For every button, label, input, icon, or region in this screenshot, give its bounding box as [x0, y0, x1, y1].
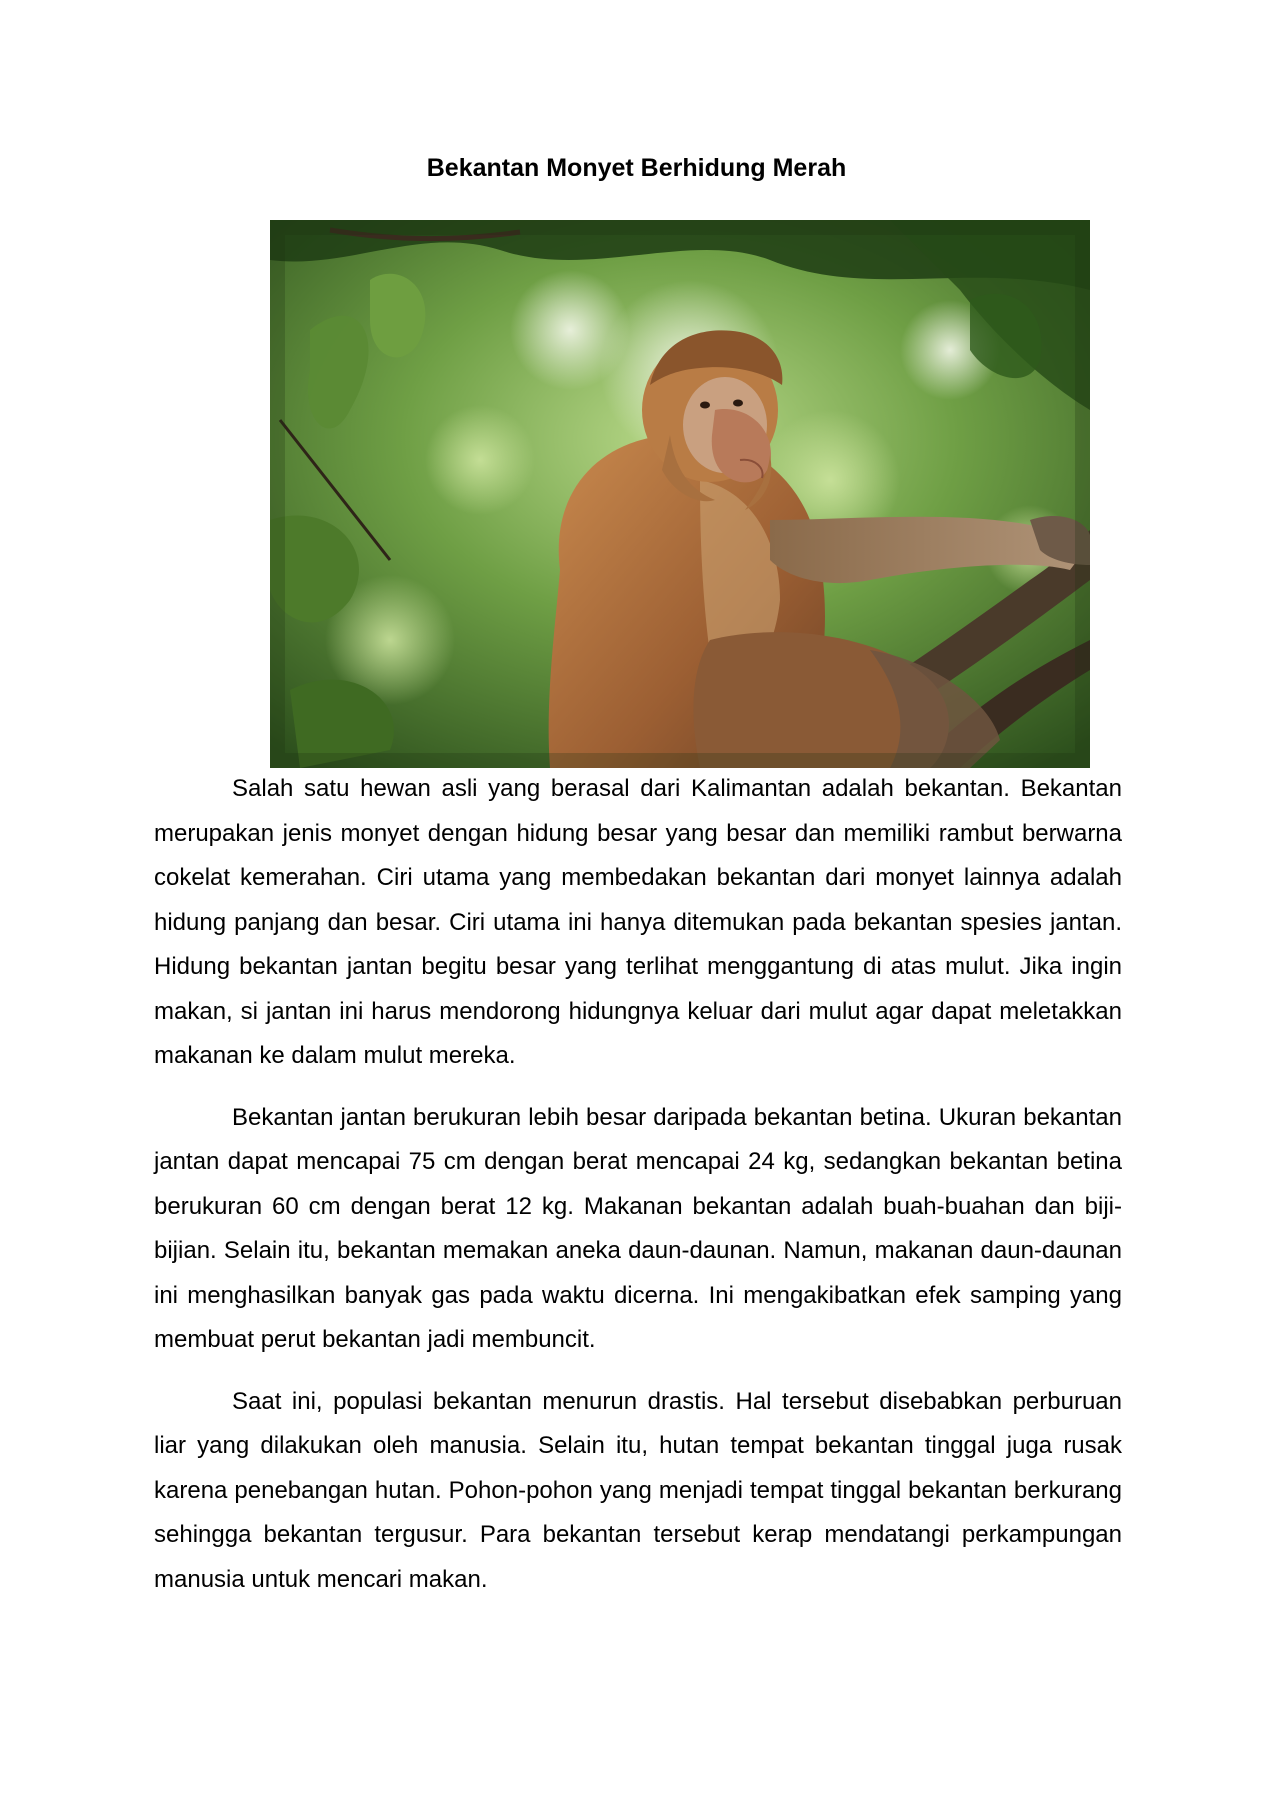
photo-illustration — [270, 220, 1090, 768]
proboscis-monkey-photo — [270, 220, 1090, 768]
paragraph-1: Salah satu hewan asli yang berasal dari Kalimantan adalah bekantan. Bekantan merupakan jenis monyet dengan hidung besar yang besar dan memiliki rambut berwarna cokelat kemerahan. Ciri utama yang membedakan bekantan dari monyet lainnya adalah hidung panjang dan besar. Ciri utama ini hanya ditemukan pada bekantan spesies jantan. Hidung bekantan jantan begitu besar yang terlihat menggantung di atas mulut. Jika ingin makan, si jantan ini harus mendorong hidungnya keluar dari mulut agar dapat meletakkan makanan ke dalam mulut mereka. — [154, 775, 1122, 1069]
paragraph-2: Bekantan jantan berukuran lebih besar daripada bekantan betina. Ukuran bekantan jantan dapat mencapai 75 cm dengan berat mencapai 24 kg, sedangkan bekantan betina berukuran 60 cm dengan berat 12 kg. Makanan bekantan adalah buah-buahan dan biji-bijian. Selain itu, bekantan memakan aneka daun-daunan. Namun, makanan daun-daunan ini menghasilkan banyak gas pada waktu dicerna. Ini mengakibatkan efek samping yang membuat perut bekantan jadi membuncit. — [154, 1103, 1122, 1353]
article-body — [154, 767, 1122, 1619]
document-title: Bekantan Monyet Berhidung Merah — [426, 154, 847, 182]
paragraph-3: Saat ini, populasi bekantan menurun drastis. Hal tersebut disebabkan perburuan liar yang dilakukan oleh manusia. Selain itu, hutan tempat bekantan tinggal juga rusak karena penebangan hutan. Pohon-pohon yang menjadi tempat tinggal bekantan berkurang sehingga bekantan tergusur. Para bekantan tersebut kerap mendatangi perkampungan manusia untuk mencari makan. — [154, 1387, 1122, 1593]
